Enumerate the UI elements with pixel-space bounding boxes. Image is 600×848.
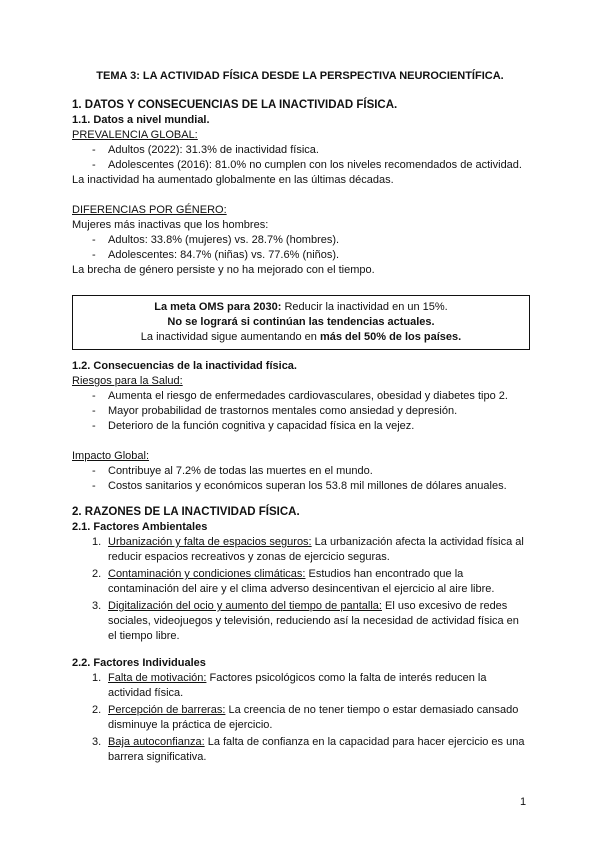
list-item: - Mayor probabilidad de trastornos mentales como ansiedad y depresión.: [92, 404, 530, 419]
box-line-1: La meta OMS para 2030: Reducir la inactividad en un 15%.: [154, 301, 448, 313]
list-item: - Adultos: 33.8% (mujeres) vs. 28.7% (hombres).: [92, 233, 530, 248]
genero-list: [72, 233, 530, 263]
prevalencia-label: PREVALENCIA GLOBAL:: [72, 129, 198, 141]
ambientales-list: [72, 535, 530, 644]
oms-goal-box: [72, 295, 530, 350]
individuales-list: [72, 671, 530, 765]
document-title: TEMA 3: LA ACTIVIDAD FÍSICA DESDE LA PERSPECTIVA NEUROCIENTÍFICA.: [96, 70, 504, 82]
list-item: 3. Baja autoconfianza: La falta de confianza en la capacidad para hacer ejercicio es una barrera significativa.: [92, 736, 525, 763]
riesgos-list: [72, 389, 530, 434]
section-2-2-heading: 2.2. Factores Individuales: [72, 657, 206, 669]
page-number: 1: [520, 796, 527, 808]
genero-label: DIFERENCIAS POR GÉNERO:: [72, 204, 227, 216]
genero-intro: Mujeres más inactivas que los hombres:: [72, 219, 269, 231]
list-item: - Contribuye al 7.2% de todas las muertes en el mundo.: [92, 464, 530, 479]
box-line-3: La inactividad sigue aumentando en más del 50% de los países.: [140, 331, 462, 343]
list-item: 1. Falta de motivación: Factores psicológicos como la falta de interés reducen la actividad física.: [92, 672, 487, 699]
genero-note: La brecha de género persiste y no ha mejorado con el tiempo.: [72, 264, 375, 276]
prevalencia-list: [72, 143, 530, 173]
prevalencia-note: La inactividad ha aumentado globalmente en las últimas décadas.: [72, 174, 394, 186]
list-item: 3. Digitalización del ocio y aumento del tiempo de pantalla: El uso excesivo de redes sociales, videojuegos y televisión, reduciendo así la necesidad de actividad física en el tiempo libre.: [92, 600, 519, 642]
list-item: - Aumenta el riesgo de enfermedades cardiovasculares, obesidad y diabetes tipo 2.: [92, 389, 530, 404]
document-body: [72, 97, 530, 767]
riesgos-label: Riesgos para la Salud:: [72, 375, 183, 387]
section-1-2-heading: 1.2. Consecuencias de la inactividad física.: [72, 360, 297, 372]
list-item: 2. Contaminación y condiciones climáticas: Estudios han encontrado que la contaminación del aire y el clima adverso desincentivan el ejercicio al aire libre.: [92, 568, 495, 595]
list-item: 1. Urbanización y falta de espacios seguros: La urbanización afecta la actividad física al reducir espacios recreativos y zonas de ejercicio seguras.: [92, 536, 524, 563]
section-2-1-heading: 2.1. Factores Ambientales: [72, 521, 208, 533]
list-item: - Adolescentes: 84.7% (niñas) vs. 77.6% (niños).: [92, 248, 530, 263]
section-2-heading: 2. RAZONES DE LA INACTIVIDAD FÍSICA.: [72, 506, 300, 518]
section-1-heading: 1. DATOS Y CONSECUENCIAS DE LA INACTIVIDAD FÍSICA.: [72, 99, 398, 111]
list-item: - Deterioro de la función cognitiva y capacidad física en la vejez.: [92, 419, 530, 434]
list-item: - Costos sanitarios y económicos superan los 53.8 mil millones de dólares anuales.: [92, 479, 530, 494]
list-item: - Adolescentes (2016): 81.0% no cumplen con los niveles recomendados de actividad.: [92, 158, 530, 173]
section-1-1-heading: 1.1. Datos a nivel mundial.: [72, 114, 210, 126]
list-item: 2. Percepción de barreras: La creencia de no tener tiempo o estar demasiado cansado disminuye la práctica de ejercicio.: [92, 704, 519, 731]
list-item: - Adultos (2022): 31.3% de inactividad física.: [92, 143, 530, 158]
box-line-2: No se logrará si continúan las tendencias actuales.: [167, 316, 435, 328]
impacto-label: Impacto Global:: [72, 450, 150, 462]
impacto-list: [72, 464, 530, 494]
